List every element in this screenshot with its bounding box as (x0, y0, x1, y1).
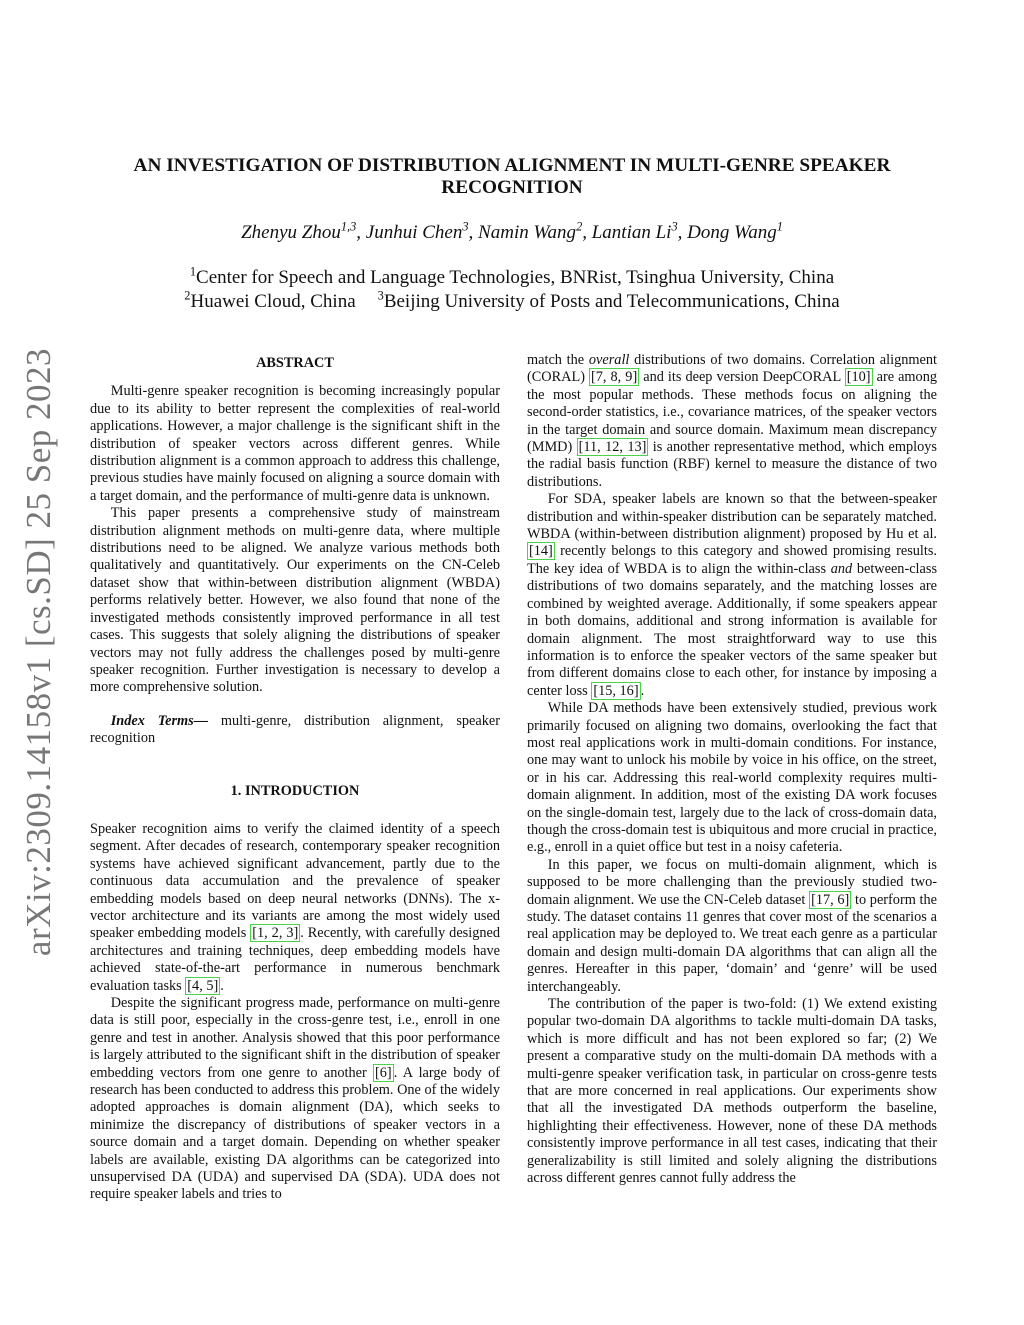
citation-link[interactable]: [7, 8, 9] (591, 369, 638, 386)
introduction-heading: 1. INTRODUCTION (230, 782, 360, 799)
arxiv-identifier: arXiv:2309.14158v1 [cs.SD] 25 Sep 2023 (19, 347, 58, 957)
intro-paragraph: Despite the significant progress made, performance on multi-genre data is still poor, especially in the cross-genre test, i.e., enroll in one genre and test in another. Analysis showed that this poor performance is largely attributed to the significant shift in the distribution of speaker embedding vectors from one genre to another [6] . A large body of research has been conducted to address this problem. One of the widely adopted approaches is domain alignment (DA), which seeks to minimize the discrepancy of distributions of speaker vectors in a source domain and a target domain. Depending on whether speaker labels are available, existing DA algorithms can be categorized into unsupervised DA (UDA) and supervised DA (SDA). UDA does not require speaker labels and tries to (90, 995, 500, 1203)
author: Dong Wang$^1$ (687, 219, 783, 243)
author: Junhui Chen$^3$, (365, 219, 479, 243)
intro-paragraph: The contribution of the paper is two-fold: (1) We extend existing popular two-domain DA algorithms to tackle multi-domain DA tasks, which is more difficult and has not been explored so far; (2) We present a comparative study on the multi-domain DA methods with a multi-genre speaker verification task, in particular on cross-genre tests that are more concerned in real applications. Our experiments show that all the investigated DA methods outperform the baseline, highlighting their effectiveness. However, none of these DA methods consistently improve performance in all test cases, indicating that their generalizability is still limited and solely aligning the distributions across different genres cannot fully address the (527, 996, 937, 1187)
left-column (90, 352, 500, 1204)
intro-paragraph: For SDA, speaker labels are known so that the between-speaker distribution and within-speaker distribution can be separately matched. WBDA (within-between distribution alignment) proposed by Hu et al. [14] recently belongs to this category and showed promising results. The key idea of WBDA is to align the within-class and between-class distributions of two domains separately, and the matching losses are combined by weighted average. Additionally, if some speakers appear in both domains, additional and strong information is available for domain alignment. The most straightforward way to use this information is to enforce the speaker vectors of the same speaker but from different domains close to each other, for instance by imposing a center loss [15, 16] . (527, 491, 938, 699)
author: Lantian Li$^3$, (591, 219, 688, 243)
index-terms: Index Terms— multi-genre, distribution alignment, speaker recognition (90, 712, 500, 747)
title-line-2: RECOGNITION (441, 177, 583, 198)
author: Namin Wang$^2$, (478, 219, 592, 243)
title-line-1: AN INVESTIGATION OF DISTRIBUTION ALIGNMENT IN MULTI-GENRE SPEAKER (133, 155, 891, 176)
intro-paragraph: Speaker recognition aims to verify the claimed identity of a speech segment. After decades of research, contemporary speaker recognition systems have achieved significant advancement, partly due to the continuous data accumulation and the prevalence of speaker embedding models based on deep neural networks (DNNs). The x-vector architecture and its variants are among the most widely used speaker embedding models [1, 2, 3] . Recently, with carefully designed architectures and training techniques, deep embedding models have achieved state-of-the-art performance in numerous benchmark evaluation tasks [4, 5] . (90, 820, 500, 994)
abstract-heading: ABSTRACT (256, 355, 334, 371)
citation-link[interactable]: [6] (375, 1064, 392, 1081)
index-terms-label: Index Terms— (110, 712, 209, 729)
intro-paragraph: In this paper, we focus on multi-domain alignment, which is supposed to be more challenging than the previously studied two-domain alignment. We use the CN-Celeb dataset [17, 6] to perform the study. The dataset contains 11 genres that cover most of the scenarios a real application may be deployed to. We treat each genre as a particular domain and design multi-domain DA algorithms that can align all the genres. Hereafter in this paper, ‘domain’ and ‘genre’ will be used interchangeably. (527, 856, 937, 995)
citation-link[interactable]: [1, 2, 3] (252, 925, 299, 942)
citation-link[interactable]: [14] (529, 543, 553, 560)
citation-link[interactable]: [4, 5] (187, 977, 219, 994)
affiliation-1: $^1$Center for Speech and Language Technologies, BNRist, Tsinghua University, China (189, 264, 835, 288)
citation-link[interactable]: [17, 6] (811, 891, 850, 908)
abstract-paragraph: Multi-genre speaker recognition is becoming increasingly popular due to its ability to better represent the complexities of real-world applications. However, a major challenge is the significant shift in the distribution of speaker vectors across different genres. While distribution alignment is a common approach to address this challenge, previous studies have mainly focused on aligning a source domain with a target domain, and the performance of multi-genre data is unknown. (90, 383, 500, 504)
author: Zhenyu Zhou$^{1,3}$, (241, 219, 366, 243)
affiliation-2-3: $^2$Huawei Cloud, China $^3$Beijing University of Posts and Telecommunications, China (184, 288, 840, 312)
citation-link[interactable]: [10] (846, 369, 871, 386)
paper-title (100, 155, 924, 199)
author-list (100, 219, 924, 244)
citation-link[interactable]: [15, 16] (593, 682, 639, 699)
affiliations (100, 266, 924, 314)
citation-link[interactable]: [11, 12, 13] (578, 439, 647, 456)
arxiv-sidebar-stamp (10, 347, 68, 957)
intro-paragraph: While DA methods have been extensively studied, previous work primarily focused on aligning two domains, overlooking the fact that most real applications work in multi-domain conditions. For instance, one may want to unlock his mobile by voice in his office, on the street, or in his car. Addressing this real-world complexity requires multi-domain alignment. In addition, most of the existing DA work focuses on the single-domain test, largely due to the lack of cross-domain data, though the cross-domain test is ubiquitous and more crucial in practice, e.g., enroll in a quiet office but test in a noisy cafeteria. (527, 700, 937, 856)
right-column (527, 352, 937, 1188)
intro-paragraph: match the overall distributions of two domains. Correlation alignment (CORAL) [7, 8, 9] and its deep version DeepCORAL [10] are among the most popular methods. These methods focus on aligning the second-order statistics, i.e., covariance matrices, of the speaker vectors in the target domain and source domain. Maximum mean discrepancy (MMD) [11, 12, 13] is another representative method, which employs the radial basis function (RBF) kernel to measure the distance of two distributions. (527, 352, 937, 490)
abstract-paragraph: This paper presents a comprehensive study of mainstream distribution alignment methods on multi-genre data, where multiple distributions need to be aligned. We analyze various methods both qualitatively and quantitatively. Our experiments on the CN-Celeb dataset show that within-between distribution alignment (WBDA) performs relatively better. However, we also found that none of the investigated methods consistently improved performance in all test cases. This suggests that solely aligning the distributions of speaker vectors may not fully address the challenges posed by multi-genre speaker recognition. Further investigation is necessary to develop a more comprehensive solution. (90, 505, 500, 696)
